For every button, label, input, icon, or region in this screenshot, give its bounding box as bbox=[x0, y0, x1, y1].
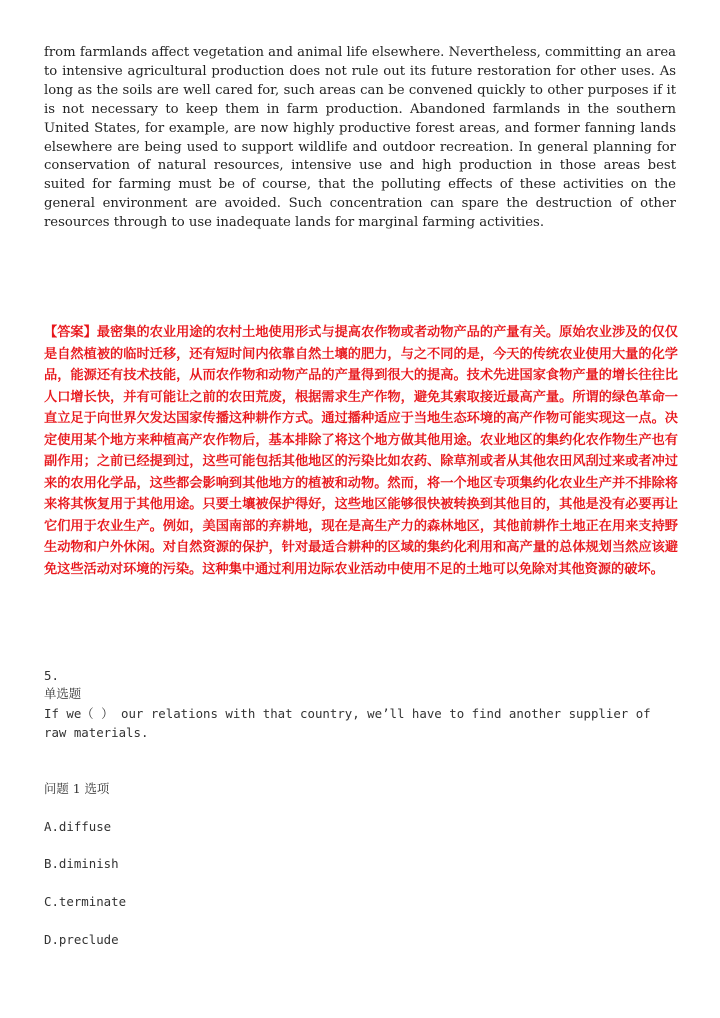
option-d[interactable]: D.preclude bbox=[44, 932, 119, 947]
option-b[interactable]: B.diminish bbox=[44, 856, 119, 871]
question-stem: If we（ ） our relations with that country, we’ll have to find another supplier of raw materials. bbox=[44, 706, 651, 740]
reading-passage: from farmlands affect vegetation and animal life elsewhere. Nevertheless, committing an area to intensive agricultural production does not rule out its future restoration for other uses. As long as the soils are well cared for, such areas can be convened quickly to other purposes if it is not necessary to keep them in farm production. Abandoned farmlands in the southern United States, for example, are now highly productive forest areas, and former fanning lands elsewhere are being used to support wildlife and outdoor recreation. In general planning for conservation of natural resources, intensive use and high production in those areas best suited for farming must be of course, that the polluting effects of these activities on the general environment are avoided. Such concentration can spare the destruction of other resources through to use inadequate lands for marginal farming activities. bbox=[44, 45, 676, 231]
option-a[interactable]: A.diffuse bbox=[44, 819, 112, 834]
options-heading: 问题 1 选项 bbox=[44, 781, 110, 796]
question-type-label: 单选题 bbox=[44, 686, 82, 701]
question-number: 5. bbox=[44, 668, 59, 683]
answer-explanation: 【答案】最密集的农业用途的农村土地使用形式与提高农作物或者动物产品的产量有关。原始农业涉及的仅仅是自然植被的临时迁移，还有短时间内依靠自然土壤的肥力，与之不同的是，今天的传统农业使用大量的化学品，能源还有技术技能，从而农作物和动物产品的产量得到很大的提高。技术先进国家食物产量的增长往往比人口增长快，并有可能让之前的农田荒废，根据需求生产作物，避免其索取接近最高产量。所谓的绿色革命一直立足于向世界欠发达国家传播这种耕作方式。通过播种适应于当地生态环境的高产作物可能实现这一点。决定使用某个地方来种植高产农作物后，基本排除了将这个地方做其他用途。农业地区的集约化农作物生产也有副作用；之前已经提到过，这些可能包括其他地区的污染比如农药、除草剂或者从其他农田风刮过来或者冲过来的农用化学品，这些都会影响到其他地方的植被和动物。然而，将一个地区专项集约化农业生产并不排除将来将其恢复用于其他用途。只要土壤被保护得好，这些地区能够很快被转换到其他目的，其他是没有必要再让它们用于农业生产。例如，美国南部的弃耕地，现在是高生产力的森林地区，其他前耕作土地正在用来支持野生动物和户外休闲。对自然资源的保护，针对最适合耕种的区域的集约化利用和高产量的总体规划当然应该避免这些活动对环境的污染。这种集中通过利用边际农业活动中使用不足的土地可以免除对其他资源的破坏。 bbox=[44, 325, 678, 577]
option-c[interactable]: C.terminate bbox=[44, 894, 127, 909]
